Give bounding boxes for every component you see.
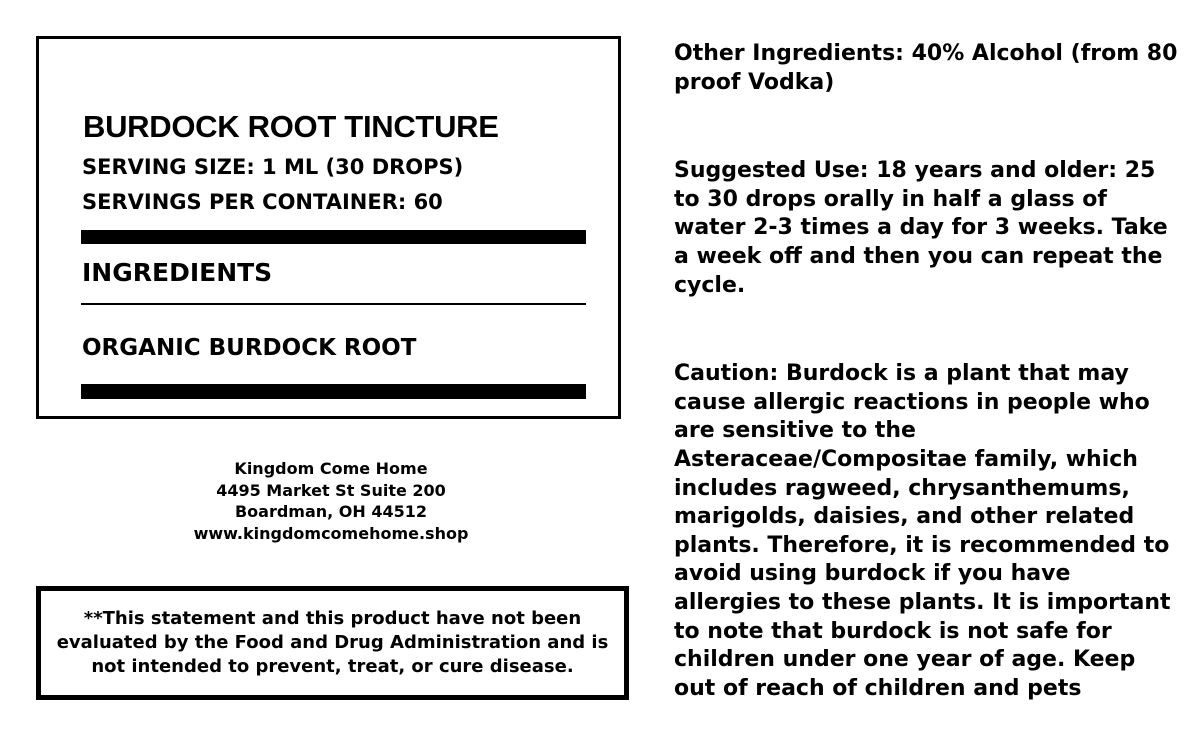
fda-disclaimer-text: **This statement and this product have not been evaluated by the Food and Drug Administration and is not intended to prevent, treat, or cure disease. xyxy=(56,608,609,677)
supplement-facts-box xyxy=(36,36,621,419)
servings-per-container: SERVINGS PER CONTAINER: 60 xyxy=(82,190,443,214)
city-state-zip: Boardman, OH 44512 xyxy=(234,502,428,521)
thin-divider xyxy=(81,303,586,305)
product-title: BURDOCK ROOT TINCTURE xyxy=(83,109,499,144)
product-details xyxy=(674,40,1180,703)
suggested-use: Suggested Use: 18 years and older: 25 to 30 drops orally in half a glass of water 2-3 times a day for 3 weeks. Take a week off and then you can repeat the cycle. xyxy=(674,158,1168,298)
thick-divider-bottom xyxy=(81,384,586,399)
company-name: Kingdom Come Home xyxy=(234,459,428,478)
other-ingredients: Other Ingredients: 40% Alcohol (from 80 proof Vodka) xyxy=(674,41,1178,95)
company-address xyxy=(36,458,626,544)
street-address: 4495 Market St Suite 200 xyxy=(216,480,446,500)
caution-warning: Caution: Burdock is a plant that may cause allergic reactions in people who are sensitive to the Asteraceae/Compositae family, which includes ragweed, chrysanthemums, marigolds, daisies, and other related plants. Therefore, it is recommended to avoid using burdock if you have allergies to these plants. It is important to note that burdock is not safe for children under one year of age. Keep out of reach of children and pets xyxy=(674,361,1171,701)
serving-size: SERVING SIZE: 1 ML (30 DROPS) xyxy=(82,155,464,179)
ingredient-item: ORGANIC BURDOCK ROOT xyxy=(82,335,417,361)
website-link[interactable]: www.kingdomcomehome.shop xyxy=(193,523,469,543)
fda-disclaimer-box xyxy=(36,586,629,700)
thick-divider-top xyxy=(81,230,586,244)
ingredients-heading: INGREDIENTS xyxy=(82,258,273,287)
